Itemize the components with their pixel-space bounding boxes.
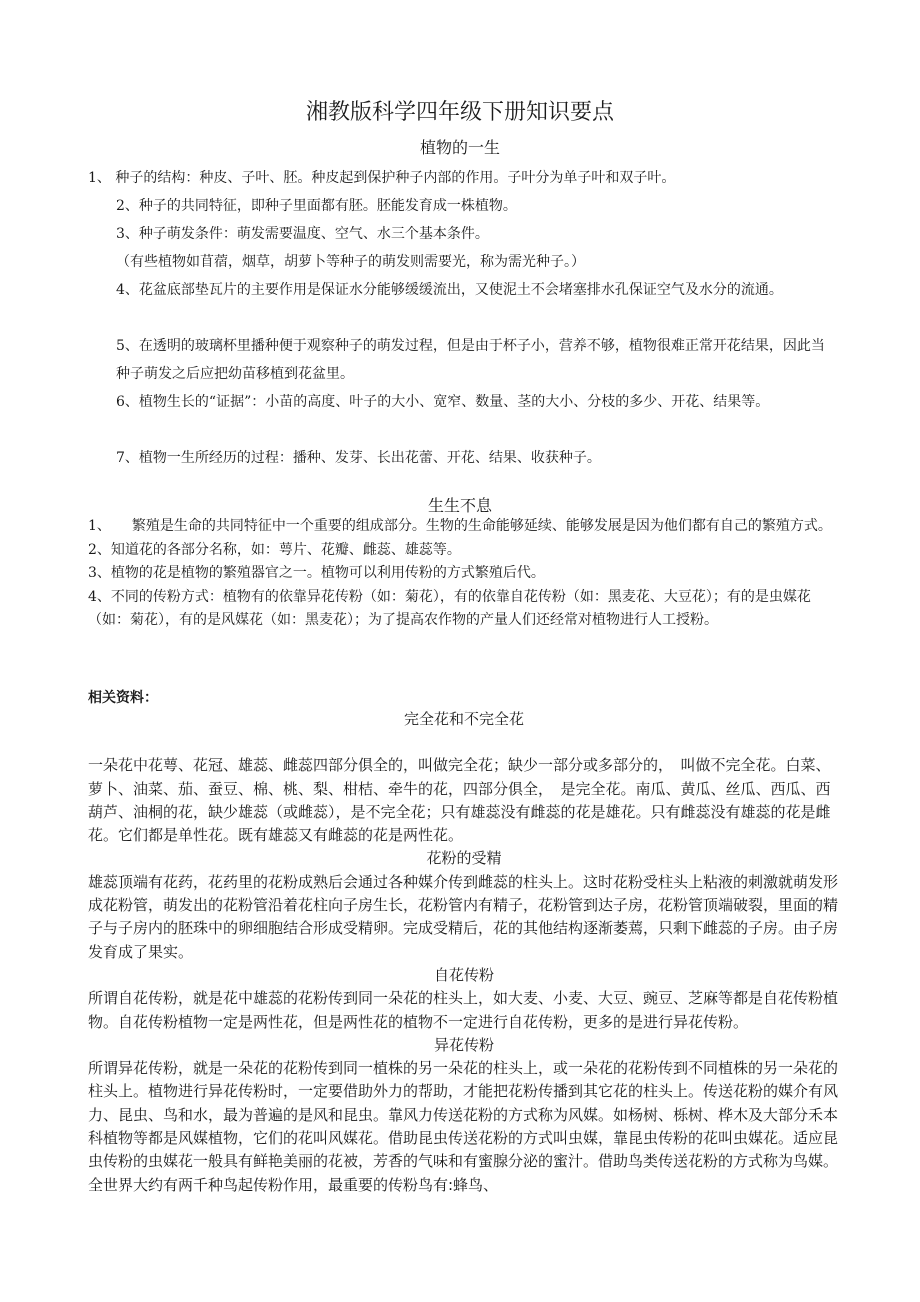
list-item: 1、 种子的结构：种皮、子叶、胚。种皮起到保护种子内部的作用。子叶分为单子叶和双子叶。 xyxy=(88,170,676,186)
list-item: 6、植物生长的“证据”：小苗的高度、叶子的大小、宽窄、数量、茎的大小、分枝的多少、开花、结果等。 xyxy=(116,394,770,410)
section-reproduction xyxy=(88,515,840,633)
list-item: 5、在透明的玻璃杯里播种便于观察种子的萌发过程，但是由于杯子小，营养不够，植物很难正常开花结果，因此当种子萌发之后应把幼苗移植到花盆里。 xyxy=(116,338,825,382)
block-text: 所谓异花传粉，就是一朵花的花粉传到同一植株的另一朵花的柱头上，或一朵花的花粉传到不同植株的另一朵花的柱头上。植物进行异花传粉时，一定要借助外力的帮助，才能把花粉传播到其它花的柱头上。传送花粉的媒介有风力、昆虫、鸟和水，最为普遍的是风和昆虫。靠风力传送花粉的方式称为风媒。如杨树、栎树、桦木及大部分禾本科植物等都是风媒植物，它们的花叫风媒花。借助昆虫传送花粉的方式叫虫媒，靠昆虫传粉的花叫虫媒花。适应昆虫传粉的虫媒花一般具有鲜艳美丽的花被，芳香的气味和有蜜腺分泌的蜜汁。借助鸟类传送花粉的方式称为鸟媒。全世界大约有两千种鸟起传粉作用，最重要的传粉鸟有:蜂鸟、 xyxy=(88,1059,839,1194)
block-text: 所谓自花传粉，就是花中雄蕊的花粉传到同一朵花的柱头上，如大麦、小麦、大豆、豌豆、芝麻等都是自花传粉植物。自花传粉植物一定是两性花，但是两性花的植物不一定进行自花传粉，更多的是进行异花传粉。 xyxy=(88,989,839,1031)
list-item: （有些植物如苜蓿，烟草，胡萝卜等种子的萌发则需要光，称为需光种子。） xyxy=(116,254,585,270)
block-heading: 异花传粉 xyxy=(433,1035,494,1054)
block-heading: 花粉的受精 xyxy=(426,849,502,868)
list-item: 2、种子的共同特征，即种子里面都有胚。胚能发育成一株植物。 xyxy=(116,198,517,214)
block-text: 一朵花中花萼、花冠、雄蕊、雌蕊四部分俱全的，叫做完全花；缺少一部分或多部分的， 叫做不完全花。白菜、萝卜、油菜、茄、蚕豆、棉、桃、梨、柑桔、牵牛的花，四部分俱全， 是完全花。南瓜、黄瓜、丝瓜、西瓜、西葫芦、油桐的花，缺少雄蕊（或雌蕊），是不完全花；只有雄蕊没有雌蕊的花是雄花。只有雌蕊没有雄蕊的花是雌花。它们都是单性花。既有雄蕊又有雌蕊的花是两性花。 xyxy=(88,756,831,845)
list-item: 1、 繁殖是生命的共同特征中一个重要的组成部分。生物的生命能够延续、能够发展是因为他们都有自己的繁殖方式。 xyxy=(88,518,832,534)
list-item: 2、知道花的各部分名称，如：萼片、花瓣、雌蕊、雄蕊等。 xyxy=(88,541,461,558)
list-item: 4、花盆底部垫瓦片的主要作用是保证水分能够缓缓流出，又使泥土不会堵塞排水孔保证空气及水分的流通。 xyxy=(116,282,783,298)
list-item: 3、植物的花是植物的繁殖器官之一。植物可以利用传粉的方式繁殖后代。 xyxy=(88,565,545,581)
list-item: 7、植物一生所经历的过程：播种、发芽、长出花蕾、开花、结果、收获种子。 xyxy=(116,450,601,466)
block-heading: 自花传粉 xyxy=(433,965,494,984)
section-heading-reproduction: 生生不息 xyxy=(427,496,492,515)
related-materials xyxy=(88,708,840,1197)
block-text: 雄蕊顶端有花药，花药里的花粉成熟后会通过各种媒介传到雌蕊的柱头上。这时花粉受柱头上粘液的刺激就萌发形成花粉管，萌发出的花粉管沿着花柱向子房生长，花粉管内有精子，花粉管到达子房，花粉管顶端破裂，里面的精子与子房内的胚珠中的卵细胞结合形成受精卵。完成受精后，花的其他结构逐渐萎蔫，只剩下雌蕊的子房。由子房发育成了果实。 xyxy=(88,872,839,961)
list-item: 3、种子萌发条件：萌发需要温度、空气、水三个基本条件。 xyxy=(116,226,489,242)
block-heading: 完全花和不完全花 xyxy=(403,710,524,728)
document-title: 湘教版科学四年级下册知识要点 xyxy=(305,100,614,125)
section-heading-plant-life: 植物的一生 xyxy=(419,138,500,157)
list-item: 4、不同的传粉方式：植物有的依靠异花传粉（如：菊花），有的依靠自花传粉（如：黑麦花、大豆花）；有的是虫媒花（如：菊花），有的是风媒花（如：黑麦花）；为了提高农作物的产量人们还经常对植物进行人工授粉。 xyxy=(88,588,811,628)
related-label: 相关资料： xyxy=(88,690,158,706)
